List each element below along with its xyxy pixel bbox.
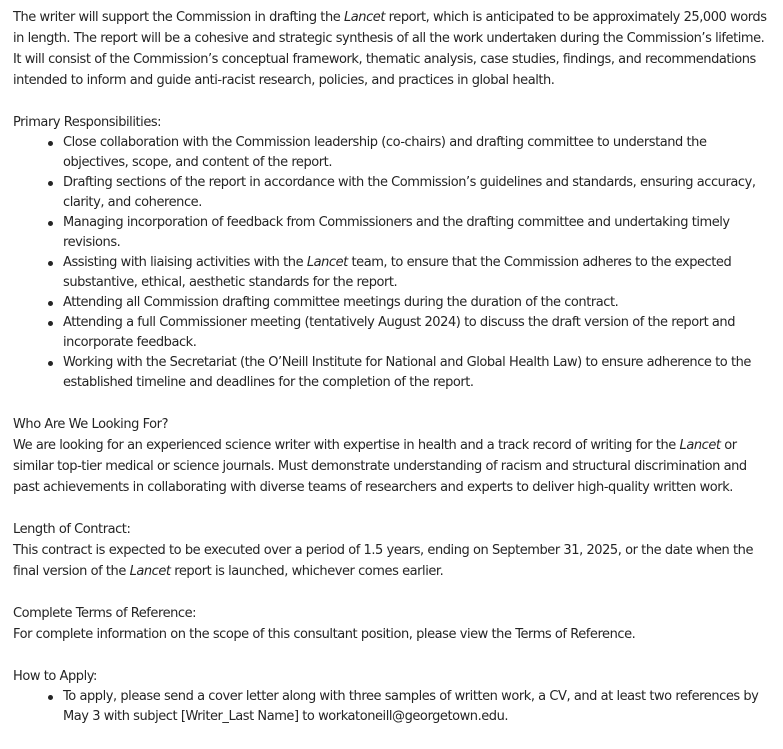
terms-paragraph: For complete information on the scope of this consultant position, please view the Terms of Reference. — [13, 627, 636, 642]
apply-list — [13, 687, 775, 727]
list-item: Close collaboration with the Commission leadership (co-chairs) and drafting committee to understand the objectives, scope, and content of the report. — [63, 133, 775, 173]
list-item: Working with the Secretariat (the O’Neill Institute for National and Global Health Law) to ensure adherence to the established timeline and deadlines for the completion of the report. — [63, 353, 775, 393]
list-item: Managing incorporation of feedback from Commissioners and the drafting committee and undertaking timely revisions. — [63, 213, 775, 253]
intro-paragraph — [13, 7, 775, 91]
responsibilities-heading: Primary Responsibilities: — [13, 115, 162, 130]
terms-heading: Complete Terms of Reference: — [13, 606, 197, 621]
contract-text-2: report is launched, whichever comes earlier. — [170, 564, 444, 579]
list-item-lancet: Lancet — [306, 255, 348, 270]
list-item: Drafting sections of the report in accordance with the Commission’s guidelines and standards, ensuring accuracy, clarity, and coherence. — [63, 173, 775, 213]
looking-text-1: We are looking for an experienced science writer with expertise in health and a track record of writing for the — [13, 438, 680, 453]
responsibilities-list — [13, 133, 775, 393]
apply-heading: How to Apply: — [13, 669, 97, 684]
contract-heading: Length of Contract: — [13, 522, 131, 537]
contract-lancet: Lancet — [129, 564, 171, 579]
contract-paragraph — [13, 540, 775, 582]
contract-text-1: This contract is expected to be executed over a period of 1.5 years, ending on September 31, 2025, or the date when the final version of the — [13, 543, 754, 579]
job-description — [13, 7, 775, 727]
looking-lancet: Lancet — [679, 438, 721, 453]
intro-lancet: Lancet — [343, 10, 385, 25]
intro-text-2: report, which is anticipated to be approximately 25,000 words in length. The report will be a cohesive and strategic synthesis of all the work undertaken during the Commission’s lifetime. It will consist of the Commission’s conceptual framework, thematic analysis, case studies, findings, and recommendations intended to inform and guide anti-racist research, policies, and practices in global health. — [13, 10, 767, 88]
list-item: To apply, please send a cover letter along with three samples of written work, a CV, and at least two references by May 3 with subject [Writer_Last Name] to workatoneill@georgetown.edu. — [63, 687, 775, 727]
list-item — [63, 253, 775, 293]
intro-text-1: The writer will support the Commission in drafting the — [13, 10, 344, 25]
list-item-text: Assisting with liaising activities with the — [63, 255, 307, 270]
list-item-text: team, to ensure that the Commission adheres to the expected substantive, ethical, aesthetic standards for the report. — [63, 255, 732, 290]
looking-text-2: or similar top-tier medical or science journals. Must demonstrate understanding of racism and structural discrimination and past achievements in collaborating with diverse teams of researchers and experts to deliver high-quality written work. — [13, 438, 747, 495]
list-item: Attending all Commission drafting committee meetings during the duration of the contract. — [63, 293, 775, 313]
looking-heading: Who Are We Looking For? — [13, 417, 169, 432]
list-item: Attending a full Commissioner meeting (tentatively August 2024) to discuss the draft version of the report and incorporate feedback. — [63, 313, 775, 353]
looking-paragraph — [13, 435, 775, 498]
